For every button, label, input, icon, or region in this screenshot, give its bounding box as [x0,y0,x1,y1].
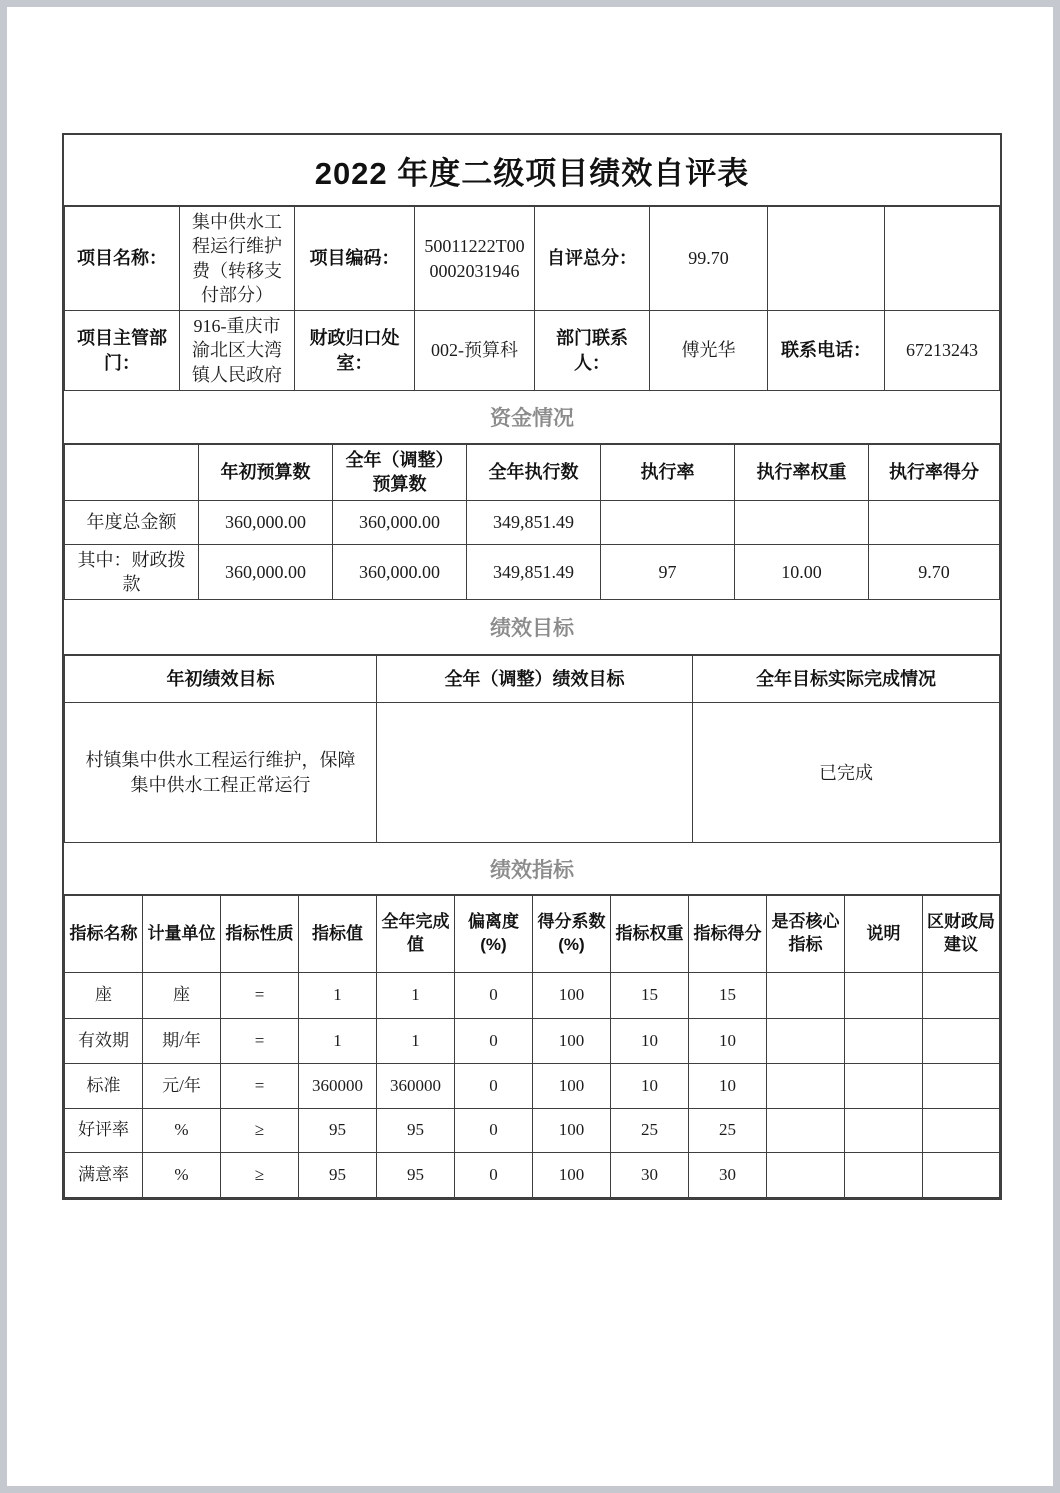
column-header: 说明 [845,896,923,973]
table-cell: 15 [611,973,689,1019]
table-cell [767,1153,845,1198]
table-cell: 10 [611,1064,689,1109]
table-cell: 360000 [377,1064,455,1109]
table-row [65,656,1000,703]
table-cell [923,973,1000,1019]
table-cell: 1 [377,1019,455,1064]
field-value-finance-office: 002-预算科 [415,311,535,391]
column-header: 是否核心指标 [767,896,845,973]
table-cell: 100 [533,1064,611,1109]
table-cell: 座 [65,973,143,1019]
table-cell [869,500,1000,544]
table-cell: 30 [689,1153,767,1198]
table-cell [845,1109,923,1153]
field-value-phone: 67213243 [885,311,1000,391]
table-cell: 100 [533,973,611,1019]
field-label-project-code: 项目编码： [295,207,415,311]
table-row [65,500,1000,544]
goals-table [64,655,1000,843]
table-row [65,445,1000,501]
table-cell [845,973,923,1019]
column-header: 全年完成值 [377,896,455,973]
column-header: 指标性质 [221,896,299,973]
goal-adjusted [377,703,693,843]
empty-cell [768,207,885,311]
table-row [65,1153,1000,1198]
report-table [62,133,1002,1200]
field-label-phone: 联系电话： [768,311,885,391]
table-cell [923,1153,1000,1198]
table-cell: 360,000.00 [333,500,467,544]
table-cell: 好评率 [65,1109,143,1153]
table-row [65,544,1000,600]
column-header: 全年（调整）预算数 [333,445,467,501]
empty-cell [885,207,1000,311]
table-cell: 1 [299,1019,377,1064]
column-header: 区财政局建议 [923,896,1000,973]
table-cell: 9.70 [869,544,1000,600]
column-header: 执行率 [601,445,735,501]
table-row [65,311,1000,391]
table-row [65,1019,1000,1064]
field-value-project-name: 集中供水工程运行维护费（转移支付部分） [180,207,295,311]
table-cell: 0 [455,1019,533,1064]
table-cell [845,1153,923,1198]
table-cell: 30 [611,1153,689,1198]
table-cell: 95 [377,1109,455,1153]
table-cell: 0 [455,1153,533,1198]
table-cell [767,1109,845,1153]
table-cell: 标准 [65,1064,143,1109]
table-cell: 10 [611,1019,689,1064]
section-title-goals: 绩效目标 [64,600,1000,655]
table-cell [845,1064,923,1109]
table-cell: 有效期 [65,1019,143,1064]
table-cell: = [221,1064,299,1109]
table-cell: 100 [533,1019,611,1064]
table-cell: % [143,1109,221,1153]
column-header: 计量单位 [143,896,221,973]
column-header: 全年目标实际完成情况 [693,656,1000,703]
column-header: 指标名称 [65,896,143,973]
indicators-table [64,895,1000,1198]
table-row [65,896,1000,973]
table-row [65,703,1000,843]
project-info-table [64,206,1000,391]
column-header: 执行率权重 [735,445,869,501]
column-header: 偏离度(%) [455,896,533,973]
table-cell [601,500,735,544]
report-title: 2022 年度二级项目绩效自评表 [64,135,1000,206]
table-row [65,1109,1000,1153]
section-title-funding: 资金情况 [64,391,1000,444]
goal-completion: 已完成 [693,703,1000,843]
table-cell: 1 [299,973,377,1019]
table-cell: = [221,973,299,1019]
table-cell [923,1019,1000,1064]
table-row [65,1064,1000,1109]
table-cell [923,1064,1000,1109]
section-title-indicators: 绩效指标 [64,843,1000,895]
table-cell: 10.00 [735,544,869,600]
column-header: 年初预算数 [199,445,333,501]
table-cell [767,1019,845,1064]
table-cell [767,1064,845,1109]
field-value-dept: 916-重庆市渝北区大湾镇人民政府 [180,311,295,391]
table-cell: 10 [689,1019,767,1064]
table-cell: ≥ [221,1109,299,1153]
table-row [65,973,1000,1019]
table-cell [767,973,845,1019]
table-cell: 95 [377,1153,455,1198]
table-cell: 97 [601,544,735,600]
table-cell: % [143,1153,221,1198]
column-header: 年初绩效目标 [65,656,377,703]
table-cell: 10 [689,1064,767,1109]
table-cell: 0 [455,1064,533,1109]
table-cell: = [221,1019,299,1064]
table-cell: 满意率 [65,1153,143,1198]
table-cell: 0 [455,1109,533,1153]
row-label: 其中：财政拨款 [65,544,199,600]
field-value-contact: 傅光华 [650,311,768,391]
column-header: 全年执行数 [467,445,601,501]
column-header [65,445,199,501]
field-value-project-code: 50011222T000002031946 [415,207,535,311]
table-cell: 95 [299,1109,377,1153]
field-label-project-name: 项目名称： [65,207,180,311]
column-header: 指标权重 [611,896,689,973]
table-row [65,207,1000,311]
table-cell: 1 [377,973,455,1019]
column-header: 全年（调整）绩效目标 [377,656,693,703]
column-header: 指标值 [299,896,377,973]
field-value-self-score: 99.70 [650,207,768,311]
table-cell: 0 [455,973,533,1019]
table-cell: 349,851.49 [467,500,601,544]
field-label-contact: 部门联系人： [535,311,650,391]
column-header: 得分系数(%) [533,896,611,973]
table-cell: 360,000.00 [199,544,333,600]
field-label-dept: 项目主管部门： [65,311,180,391]
table-cell: 360,000.00 [333,544,467,600]
table-cell [845,1019,923,1064]
document-page [7,7,1053,1486]
table-cell: 100 [533,1109,611,1153]
funding-table [64,444,1000,600]
table-cell: 360,000.00 [199,500,333,544]
field-label-finance-office: 财政归口处室： [295,311,415,391]
table-cell: 360000 [299,1064,377,1109]
table-cell [923,1109,1000,1153]
row-label: 年度总金额 [65,500,199,544]
table-cell: 95 [299,1153,377,1198]
table-cell: 座 [143,973,221,1019]
table-cell [735,500,869,544]
table-cell: 100 [533,1153,611,1198]
table-cell: 元/年 [143,1064,221,1109]
goal-initial: 村镇集中供水工程运行维护，保障集中供水工程正常运行 [65,703,377,843]
table-cell: 期/年 [143,1019,221,1064]
table-cell: ≥ [221,1153,299,1198]
column-header: 指标得分 [689,896,767,973]
column-header: 执行率得分 [869,445,1000,501]
table-cell: 25 [611,1109,689,1153]
table-cell: 349,851.49 [467,544,601,600]
field-label-self-score: 自评总分： [535,207,650,311]
table-cell: 25 [689,1109,767,1153]
table-cell: 15 [689,973,767,1019]
